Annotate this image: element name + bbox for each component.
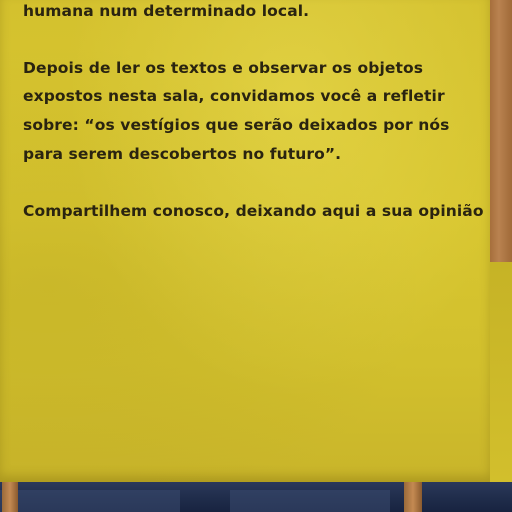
sign-text-line: expostos nesta sala, convidamos você a refletir [23, 87, 445, 105]
floor-mat [230, 490, 390, 512]
sign-text-line: para serem descobertos no futuro”. [23, 145, 342, 163]
board-edge-right [490, 262, 512, 482]
wooden-panel-edge [490, 0, 512, 262]
board-stand-leg-right [404, 482, 422, 512]
sign-text-line: sobre: “os vestígios que serão deixados por nós [23, 116, 450, 134]
floor-mat [0, 490, 180, 512]
board-stand-leg-left [2, 482, 18, 512]
sign-text-line: Depois de ler os textos e observar os objetos [23, 59, 424, 77]
sign-text-line: humana num determinado local. [23, 2, 310, 20]
sign-call-to-action: Compartilhem conosco, deixando aqui a sua opinião [23, 202, 484, 220]
